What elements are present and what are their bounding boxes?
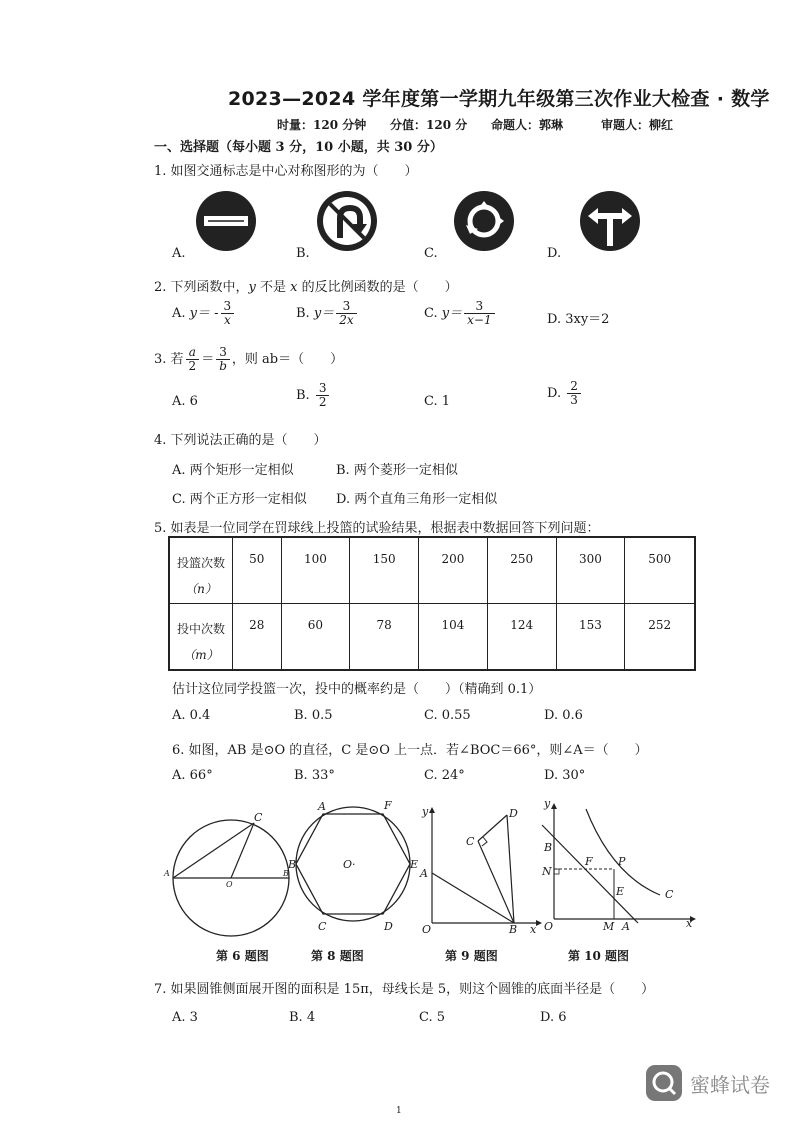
table-cell: 104 (419, 604, 488, 671)
table-cell: 60 (281, 604, 350, 671)
table-row-header: 投篮次数 （n） (169, 537, 233, 604)
fig8-label-a: A (318, 800, 326, 813)
fig10-label-b: B (544, 841, 553, 854)
table-row (169, 537, 695, 604)
figure-8-caption: 第 8 题图 (311, 949, 364, 963)
fig9-label-d: D (509, 807, 518, 820)
fig10-label-y: y (544, 797, 551, 810)
q7-option-d: D. 6 (540, 1010, 567, 1025)
fig8-label-d: D (384, 920, 393, 933)
q2-option-a: A. y＝ - $\frac{3}{x}$ (172, 300, 236, 327)
q3-option-d: D. $\frac{2}{3}$ (547, 380, 583, 407)
roundabout-sign-icon (454, 191, 514, 251)
q1-option-d: D. (547, 246, 562, 261)
fig10-label-m: M (603, 920, 615, 933)
q5-option-a: A. 0.4 (172, 708, 211, 723)
figure-6-caption: 第 6 题图 (216, 949, 269, 963)
exam-author: 命题人：郭琳 (491, 118, 564, 132)
q5-option-d: D. 0.6 (544, 708, 583, 723)
q5-stem: 5. 如表是一位同学在罚球线上投篮的试验结果，根据表中数据回答下列问题： (154, 521, 600, 536)
fig6-label-c: C (254, 811, 263, 824)
page-title: 2023—2024 学年度第一学期九年级第三次作业大检查 · 数学 (228, 88, 770, 110)
table-cell: 50 (233, 537, 282, 604)
exam-score: 分值：120 分 (390, 118, 468, 132)
q6-option-a: A. 66° (172, 768, 213, 783)
fig6-label-b: B (283, 869, 289, 878)
fig9-label-a: A (420, 867, 428, 880)
fig10-label-a: A (622, 920, 630, 933)
q5-option-c: C. 0.55 (424, 708, 471, 723)
fig6-label-o: O (226, 880, 233, 889)
q4-option-b: B. 两个菱形一定相似 (336, 463, 458, 478)
fig10-label-n: N (542, 865, 552, 878)
fig10-label-x: x (686, 917, 693, 930)
fig9-label-x: x (530, 923, 537, 936)
figure-10-hyperbola-diagram (541, 797, 696, 933)
q5-data-table (168, 536, 696, 671)
no-entry-sign-icon (196, 191, 256, 251)
q2-option-d: D. 3xy＝2 (547, 312, 610, 327)
figure-9-coordinate-diagram (419, 805, 542, 936)
fig9-label-y: y (422, 805, 429, 818)
fig8-label-e: E (410, 858, 419, 871)
q3-option-a: A. 6 (172, 394, 198, 409)
q2-stem: 2. 下列函数中，y 不是 x 的反比例函数的是（ ） (154, 280, 458, 295)
table-cell: 28 (233, 604, 282, 671)
q3-option-b: B. $\frac{3}{2}$ (296, 382, 331, 409)
figure-9-caption: 第 9 题图 (445, 949, 498, 963)
table-cell: 200 (419, 537, 488, 604)
table-cell: 252 (625, 604, 695, 671)
table-cell: 100 (281, 537, 350, 604)
fig9-label-o: O (422, 923, 432, 936)
q1-option-a: A. (172, 246, 186, 261)
table-cell: 500 (625, 537, 695, 604)
q4-option-d: D. 两个直角三角形一定相似 (336, 492, 498, 507)
fig8-label-b: B (288, 858, 297, 871)
fig10-label-c: C (665, 888, 674, 901)
fig10-label-p: P (618, 855, 626, 868)
fig6-label-a: A (164, 869, 170, 878)
table-cell: 153 (556, 604, 625, 671)
table-cell: 150 (350, 537, 419, 604)
q1-option-c: C. (424, 246, 438, 261)
fig10-label-o: O (544, 920, 554, 933)
q7-option-c: C. 5 (419, 1010, 446, 1025)
watermark (646, 1065, 770, 1101)
fig10-label-e: E (616, 885, 625, 898)
figure-10-caption: 第 10 题图 (568, 949, 630, 963)
watermark-logo-icon (646, 1065, 682, 1101)
exam-reviewer: 审题人：柳红 (601, 118, 674, 132)
q5-option-b: B. 0.5 (294, 708, 333, 723)
q6-option-b: B. 33° (294, 768, 335, 783)
table-cell: 250 (487, 537, 556, 604)
fig8-label-f: F (384, 799, 392, 812)
q6-option-c: C. 24° (424, 768, 465, 783)
fig9-label-b: B (509, 923, 518, 936)
section-title: 一、选择题（每小题 3 分，10 小题，共 30 分） (154, 140, 443, 155)
table-cell: 78 (350, 604, 419, 671)
fig9-label-c: C (466, 835, 475, 848)
watermark-text: 蜜蜂试卷 (690, 1072, 770, 1097)
q7-option-a: A. 3 (172, 1010, 198, 1025)
no-u-turn-sign-icon (317, 191, 377, 251)
figure-6-circle-diagram (163, 811, 289, 936)
table-row-header: 投中次数 （m） (169, 604, 233, 671)
fig8-label-c: C (318, 920, 327, 933)
q3-stem: 3. 若 $\frac{a}{2}$ ＝ $\frac{3}{b}$ ，则 ab＝（ ） (154, 345, 344, 373)
q2-option-c: C. y＝ $\frac{3}{x-1}$ (424, 300, 497, 327)
q4-option-c: C. 两个正方形一定相似 (172, 492, 307, 507)
fig10-label-f: F (585, 855, 593, 868)
q3-option-c: C. 1 (424, 394, 451, 409)
page-number: 1 (396, 1106, 402, 1116)
q4-stem: 4. 下列说法正确的是（ ） (154, 433, 327, 448)
q7-stem: 7. 如果圆锥侧面展开图的面积是 15π，母线长是 5，则这个圆锥的底面半径是（ ） (154, 982, 655, 997)
table-cell: 300 (556, 537, 625, 604)
turn-left-right-sign-icon (580, 191, 640, 251)
table-row (169, 604, 695, 671)
q6-stem: 6. 如图，AB 是⊙O 的直径，C 是⊙O 上一点．若∠BOC＝66°，则∠A＝（ ） (172, 743, 648, 758)
q4-option-a: A. 两个矩形一定相似 (172, 463, 294, 478)
q7-option-b: B. 4 (289, 1010, 316, 1025)
figure-8-hexagon-diagram (287, 799, 418, 933)
q2-option-b: B. y＝ $\frac{3}{2x}$ (296, 300, 359, 327)
q5-question: 估计这位同学投篮一次，投中的概率约是（ ）（精确到 0.1） (172, 682, 542, 697)
q1-stem: 1. 如图交通标志是中心对称图形的为（ ） (154, 164, 418, 179)
q6-option-d: D. 30° (544, 768, 586, 783)
fig8-label-o: O· (343, 858, 356, 871)
table-cell: 124 (487, 604, 556, 671)
figures-row (160, 795, 700, 945)
exam-time: 时量：120 分钟 (277, 118, 367, 132)
q1-option-b: B. (296, 246, 310, 261)
